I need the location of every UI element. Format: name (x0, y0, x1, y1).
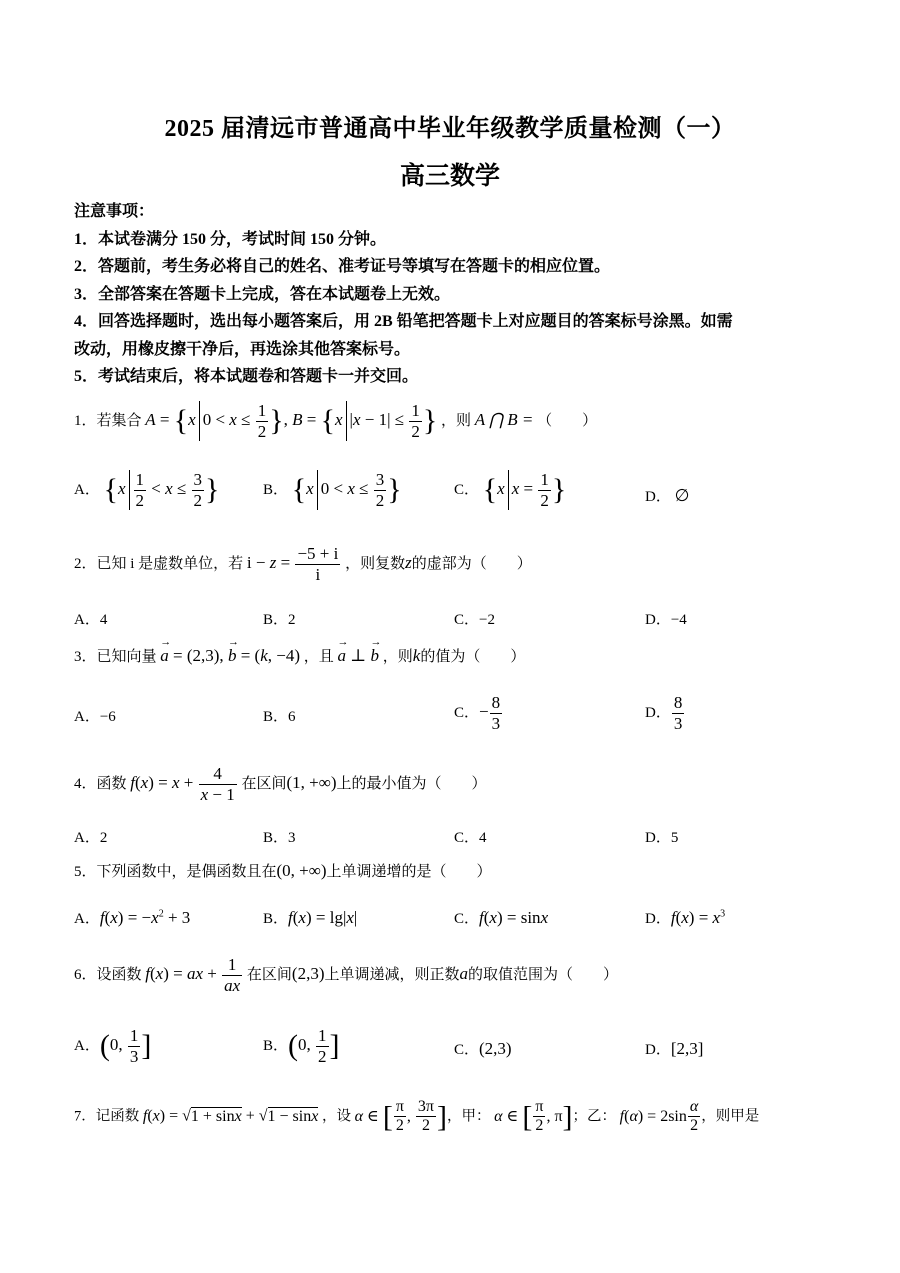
q5-option-b: B．f(x) = lg|x| (263, 908, 358, 927)
q6-option-c: C．(2,3) (454, 1039, 512, 1058)
q2-option-c: C．−2 (454, 612, 495, 628)
note-item: 改动，用橡皮擦干净后，再选涂其他答案标号。 (74, 340, 411, 358)
q6-option-d: D．[2,3] (645, 1039, 704, 1058)
question-3: 3．已知向量 → a = (2,3), → b = (k, −4) ，且 → a ⊥ → b ，则k的值为（ ） (74, 645, 525, 666)
note-item: 2．答题前，考生务必将自己的姓名、准考证号等填写在答题卡的相应位置。 (74, 258, 611, 275)
question-7: 7．记函数 f(x) = √1 + sinx + √1 − sinx ，设 α ∈ [ $\frac{\pi}{2}$ , $\frac{3\pi}{2}$ ]，甲： α ∈ [ $\frac{\pi}{2}$ , π]；乙： f(α) = 2sin $\frac{\alpha}{2}$ ，则甲是 (74, 1098, 760, 1135)
exam-title: 2025 届清远市普通高中毕业年级教学质量检测（一） (164, 116, 736, 142)
question-6: 6．设函数 f(x) = ax + $\frac{1}{ax}$ 在区间(2,3)上单调递减，则正数a的取值范围为（ ） (74, 955, 619, 995)
q3-option-d: D． $\frac{8}{3}$ (645, 693, 683, 733)
q1-stem-suffix: ，则 (440, 412, 471, 429)
notes-section (74, 198, 834, 391)
q1-stem-prefix: 1．若集合 (74, 412, 142, 429)
q2-option-a: A．4 (74, 612, 108, 628)
q1-option-b: B． {x 0 < x ≤ $\frac{3}{2}$ } (263, 470, 402, 510)
q3-option-a: A．−6 (74, 709, 116, 725)
note-item: 5．考试结束后，将本试题卷和答题卡一并交回。 (74, 368, 419, 385)
note-item: 3．全部答案在答题卡上完成，答在本试题卷上无效。 (74, 285, 451, 303)
question-4: 4．函数 f(x) = x + $\frac{4}{x - 1}$ 在区间(1, +∞)上的最小值为（ ） (74, 764, 487, 804)
q5-option-d: D．$f(x) = x^3$ (645, 908, 726, 927)
q2-option-d: D．−4 (645, 612, 687, 628)
q3-option-b: B．6 (263, 709, 296, 725)
q1-option-c: C． {x x = $\frac{1}{2}$ } (454, 470, 567, 510)
q2-option-b: B．2 (263, 612, 296, 628)
q1-option-a: A． {x $\frac{1}{2}$ < x ≤ $\frac{3}{2}$ } (74, 470, 220, 510)
q1-intersection: A ⋂ B = (474, 409, 534, 429)
notes-heading: 注意事项： (74, 203, 155, 220)
q3-option-c: C．− $\frac{8}{3}$ (454, 693, 501, 733)
q4-option-a: A．2 (74, 830, 108, 846)
q1-set-a: A = {x 0 < x ≤ $\frac{1}{2}$ }, B = {x |x − 1| ≤ $\frac{1}{2}$ } (145, 401, 438, 441)
q4-option-d: D．5 (645, 830, 679, 846)
q6-option-a: A．(0, $\frac{1}{3}$ ] (74, 1026, 152, 1066)
exam-subject: 高三数学 (399, 163, 500, 190)
note-item: 1．本试卷满分 150 分，考试时间 150 分钟。 (74, 230, 387, 248)
question-5: 5．下列函数中，是偶函数且在(0, +∞)上单调递增的是（ ） (74, 861, 492, 880)
q4-option-c: C．4 (454, 830, 487, 846)
q4-option-b: B．3 (263, 830, 296, 846)
q6-option-b: B．(0, $\frac{1}{2}$ ] (263, 1026, 340, 1066)
question-2: 2．已知 i 是虚数单位，若 i − z = $\frac{-5 + i}{i}$ ，则复数z的虚部为（ ） (74, 544, 532, 584)
note-item: 4．回答选择题时，选出每小题答案后，用 2B 铅笔把答题卡上对应题目的答案标号涂黑。如需 (74, 313, 733, 330)
question-1 (74, 401, 597, 441)
q1-option-d: D． ∅ (645, 486, 690, 505)
q1-paren: （ ） (537, 412, 598, 429)
q5-option-a: A．$f(x) = -x^2 + 3$ (74, 908, 191, 927)
q5-option-c: C．f(x) = sinx (454, 908, 549, 927)
